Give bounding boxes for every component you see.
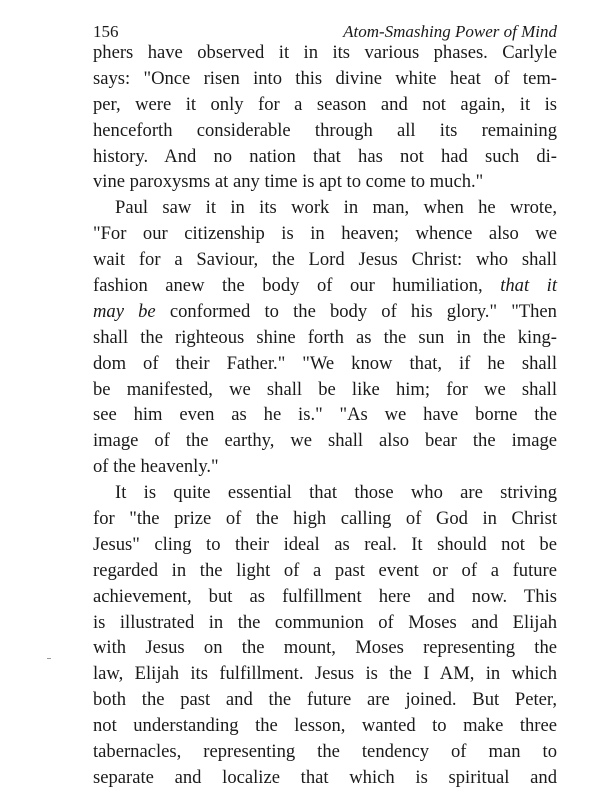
text-run: phers have observed it in its various phases. Carlyle bbox=[93, 42, 557, 63]
text-line bbox=[93, 40, 557, 66]
text-line bbox=[93, 247, 557, 273]
text-run: "For our citizenship is in heaven; whence also we bbox=[93, 223, 557, 245]
running-title: Atom-Smashing Power of Mind bbox=[343, 22, 557, 41]
text-line bbox=[93, 661, 557, 687]
text-run: wait for a Saviour, the Lord Jesus Christ: who shall bbox=[93, 249, 557, 271]
text-run: with Jesus on the mount, Moses representing the bbox=[93, 637, 557, 659]
text-line bbox=[93, 506, 557, 532]
text-run: for "the prize of the high calling of God in Christ bbox=[93, 508, 557, 530]
text-line bbox=[93, 377, 557, 403]
text-run: tabernacles, representing the tendency of man to bbox=[93, 741, 557, 763]
text-run: shall the righteous shine forth as the sun in the king- bbox=[93, 326, 557, 348]
text-run: separate and localize that which is spiritual and bbox=[93, 766, 557, 788]
text-line bbox=[93, 118, 557, 144]
text-line bbox=[93, 454, 557, 480]
text-line bbox=[93, 299, 557, 325]
text-run: Jesus" cling to their ideal as real. It should not be bbox=[93, 533, 557, 555]
italic-text: may be bbox=[93, 300, 156, 322]
text-run: regarded in the light of a past event or of a future bbox=[93, 559, 557, 581]
text-run: achievement, but as fulfillment here and now. This bbox=[93, 585, 557, 607]
text-line bbox=[93, 532, 557, 558]
text-line bbox=[93, 92, 557, 118]
text-run: see him even as he is." "As we have borne the bbox=[93, 404, 557, 426]
text-run: Paul saw it in its work in man, when he wrote, bbox=[115, 197, 557, 219]
text-line bbox=[93, 273, 557, 299]
text-line bbox=[93, 713, 557, 739]
text-line bbox=[93, 765, 557, 791]
text-line bbox=[93, 351, 557, 377]
text-line bbox=[93, 428, 557, 454]
text-line bbox=[93, 144, 557, 170]
paragraph bbox=[93, 480, 557, 791]
scan-mark bbox=[47, 658, 51, 659]
text-run: vine paroxysms at any time is apt to come to much." bbox=[93, 171, 484, 193]
text-line bbox=[93, 169, 557, 195]
text-run: history. And no nation that has not had such di- bbox=[93, 145, 557, 167]
italic-text: that it bbox=[500, 275, 558, 297]
text-run: fashion anew the body of our humiliation, bbox=[93, 275, 501, 297]
text-run: per, were it only for a season and not again, it is bbox=[93, 93, 557, 115]
text-run: law, Elijah its fulfillment. Jesus is the I AM, in which bbox=[93, 663, 557, 685]
text-run: conformed to the body of his glory." "Then bbox=[155, 300, 557, 322]
text-line bbox=[93, 584, 557, 610]
text-line bbox=[93, 610, 557, 636]
paragraph bbox=[93, 40, 557, 195]
text-line bbox=[93, 402, 557, 428]
text-line bbox=[93, 325, 557, 351]
text-run: says: "Once risen into this divine white heat of tem- bbox=[93, 67, 557, 89]
text-run: dom of their Father." "We know that, if he shall bbox=[93, 352, 557, 374]
text-line bbox=[93, 195, 557, 221]
text-line bbox=[93, 687, 557, 713]
text-run: image of the earthy, we shall also bear the image bbox=[93, 430, 557, 452]
page-number: 156 bbox=[93, 22, 119, 41]
text-run: It is quite essential that those who are striving bbox=[115, 482, 557, 504]
text-line bbox=[93, 635, 557, 661]
text-line bbox=[93, 739, 557, 765]
text-line bbox=[93, 558, 557, 584]
text-run: not understanding the lesson, wanted to make three bbox=[93, 715, 557, 737]
text-line bbox=[93, 66, 557, 92]
text-line bbox=[93, 480, 557, 506]
page-body bbox=[93, 40, 557, 791]
text-run: is illustrated in the communion of Moses and Elijah bbox=[93, 611, 557, 633]
paragraph bbox=[93, 195, 557, 480]
text-run: both the past and the future are joined. But Peter, bbox=[93, 689, 557, 711]
text-run: henceforth considerable through all its remaining bbox=[93, 119, 557, 141]
text-run: be manifested, we shall be like him; for we shall bbox=[93, 378, 557, 400]
text-line bbox=[93, 221, 557, 247]
text-run: of the heavenly." bbox=[93, 456, 219, 478]
